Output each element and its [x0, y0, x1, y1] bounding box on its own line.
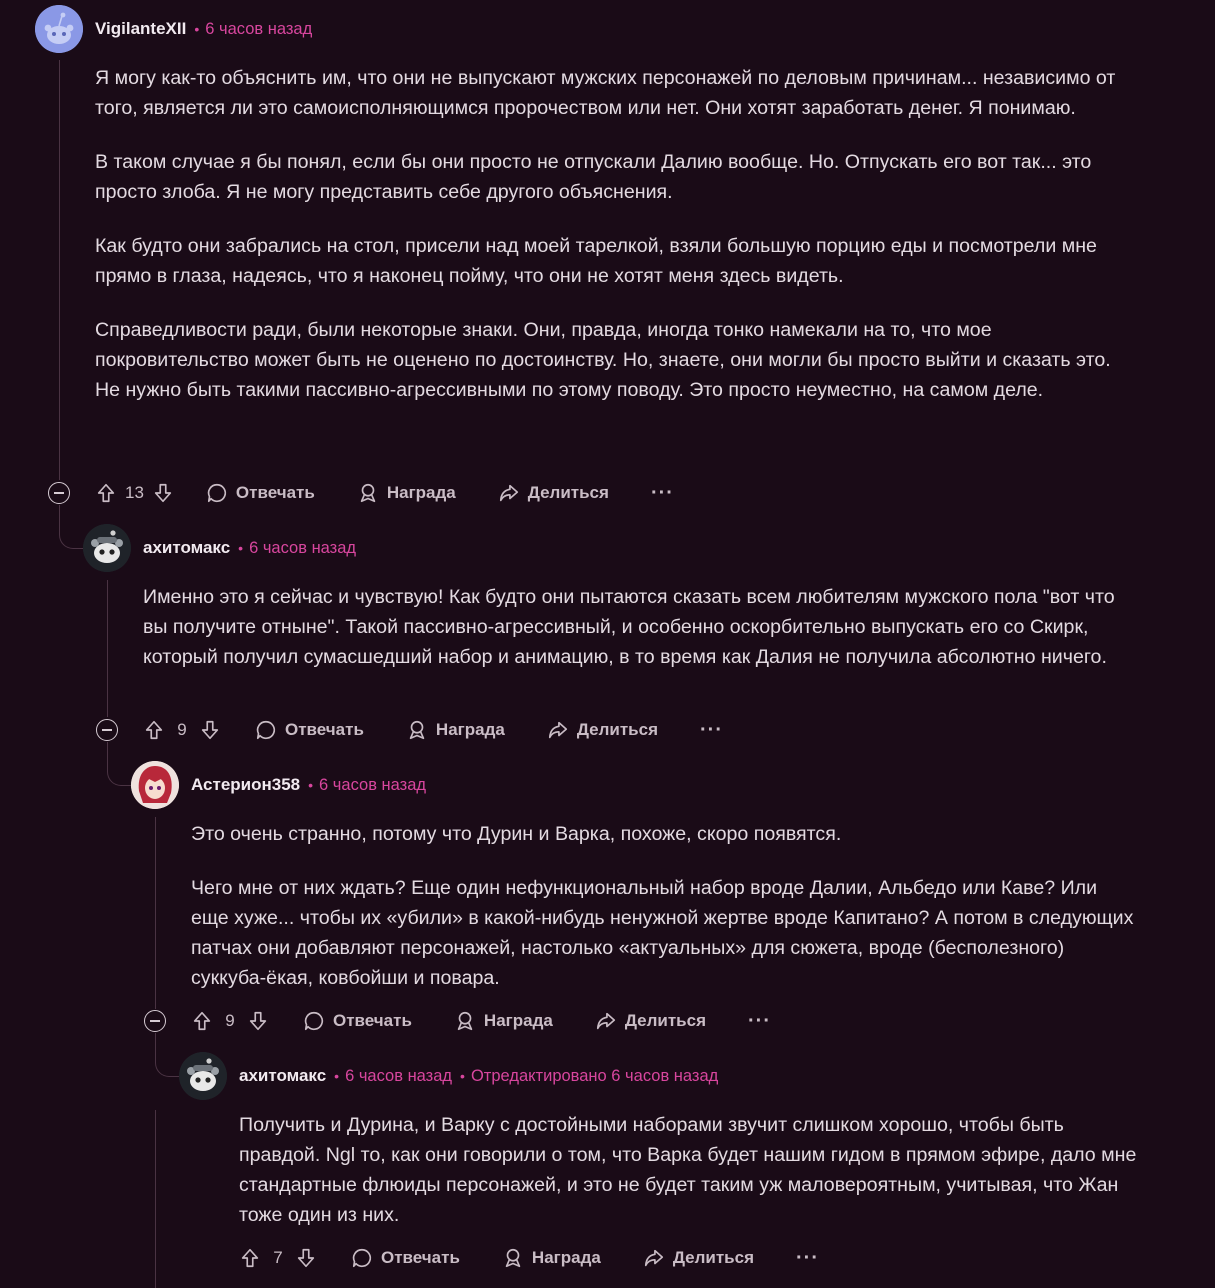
award-icon [454, 1010, 476, 1032]
award-label: Награда [435, 720, 505, 739]
timestamp[interactable]: 6 часов назад [249, 538, 357, 557]
award-button[interactable] [502, 1247, 601, 1269]
vote-score: 9 [177, 720, 187, 739]
comment-paragraph: Именно это я сейчас и чувствую! Как будто они пытаются сказать всем любителям мужского пола "вот что вы получите отныне". Такой пассивно-агрессивный, и особенно оскорбительно выпускать его со Скирк, который получил сумасшедший набор и анимацию, в то время как Далия не получила абсолютно ничего. [143, 586, 1115, 668]
vote-score: 7 [273, 1248, 283, 1267]
more-options-button[interactable]: ··· [748, 1009, 771, 1032]
thread-branch [155, 1033, 179, 1077]
share-button[interactable] [595, 1010, 706, 1032]
vote-controls [143, 719, 221, 741]
thread-branch [107, 742, 131, 786]
username[interactable]: VigilanteXII [95, 19, 187, 38]
share-label: Делиться [624, 1011, 707, 1030]
vote-score: 13 [125, 483, 144, 502]
comment-header [179, 1052, 718, 1100]
comment-actions [95, 476, 674, 510]
snoo-avatar-icon [179, 1052, 227, 1100]
award-icon [406, 719, 428, 741]
edited-label: Отредактировано 6 часов назад [470, 1066, 719, 1085]
separator-dot: • [308, 777, 314, 793]
thread-rail[interactable] [155, 817, 156, 1009]
vote-controls [239, 1247, 317, 1269]
comment-header [131, 761, 426, 809]
downvote-icon[interactable] [295, 1247, 317, 1269]
comment-body [191, 819, 1136, 993]
award-label: Награда [386, 483, 456, 502]
downvote-icon[interactable] [152, 482, 174, 504]
thread-rail[interactable] [59, 60, 60, 480]
comment-bubble-icon [351, 1247, 373, 1269]
separator-dot: • [238, 540, 244, 556]
downvote-icon[interactable] [199, 719, 221, 741]
comment-actions [191, 1004, 771, 1038]
thread-rail[interactable] [155, 1110, 156, 1288]
avatar[interactable] [83, 524, 131, 572]
more-options-button[interactable]: ··· [650, 481, 674, 504]
collapse-thread-button[interactable] [48, 482, 70, 504]
snoo-avatar-icon [83, 524, 131, 572]
username[interactable]: ахитомакс [239, 1066, 327, 1085]
thread-rail[interactable] [107, 580, 108, 717]
reply-button[interactable] [206, 482, 315, 504]
separator-dot: • [334, 1068, 340, 1084]
vote-controls [95, 482, 174, 504]
collapse-thread-button[interactable] [144, 1010, 166, 1032]
more-options-button[interactable]: ··· [796, 1246, 819, 1269]
separator-dot: • [460, 1068, 465, 1084]
timestamp[interactable]: 6 часов назад [205, 19, 313, 38]
comment-header [83, 524, 356, 572]
reply-label: Отвечать [235, 483, 315, 502]
award-label: Награда [483, 1011, 553, 1030]
anime-avatar-icon [131, 761, 179, 809]
username[interactable]: ахитомакс [143, 538, 231, 557]
share-icon [643, 1247, 665, 1269]
award-icon [502, 1247, 524, 1269]
timestamp[interactable]: 6 часов назад [345, 1066, 453, 1085]
award-label: Награда [531, 1248, 601, 1267]
avatar[interactable] [35, 5, 83, 53]
upvote-icon[interactable] [95, 482, 117, 504]
reply-button[interactable] [351, 1247, 460, 1269]
downvote-icon[interactable] [247, 1010, 269, 1032]
avatar[interactable] [131, 761, 179, 809]
upvote-icon[interactable] [191, 1010, 213, 1032]
share-button[interactable] [547, 719, 658, 741]
vote-score: 9 [225, 1011, 235, 1030]
upvote-icon[interactable] [143, 719, 165, 741]
upvote-icon[interactable] [239, 1247, 261, 1269]
separator-dot: • [194, 21, 200, 37]
share-label: Делиться [527, 483, 609, 502]
reply-button[interactable] [303, 1010, 412, 1032]
comment-bubble-icon [303, 1010, 325, 1032]
comment-bubble-icon [255, 719, 277, 741]
award-icon [357, 482, 379, 504]
share-button[interactable] [643, 1247, 754, 1269]
comment-paragraph: Я могу как-то объяснить им, что они не выпускают мужских персонажей по деловым причинам... независимо от того, является ли это самоисполняющимся пророчеством или нет. Они хотят заработать денег. Я понимаю. [95, 67, 1116, 119]
comment-body [239, 1110, 1139, 1230]
reply-button[interactable] [255, 719, 364, 741]
comment-bubble-icon [206, 482, 228, 504]
share-icon [498, 482, 520, 504]
collapse-thread-button[interactable] [96, 719, 118, 741]
comment-body [143, 582, 1133, 672]
thread-branch [59, 505, 83, 549]
username[interactable]: Астерион358 [191, 775, 301, 794]
reply-label: Отвечать [285, 720, 364, 739]
award-button[interactable] [454, 1010, 553, 1032]
award-button[interactable] [406, 719, 505, 741]
share-icon [547, 719, 569, 741]
comment-actions [239, 1241, 819, 1275]
comment-header [35, 5, 312, 53]
comment-paragraph: Справедливости ради, были некоторые знаки. Они, правда, иногда тонко намекали на то, что мое покровительство может быть не оценено по достоинству. Но, знаете, они могли бы просто выйти и сказать это. Не нужно быть такими пассивно-агрессивными по этому поводу. Это просто неуместно, на самом деле. [95, 319, 1111, 401]
comment-paragraph: Это очень странно, потому что Дурин и Варка, похоже, скоро появятся. [191, 823, 842, 845]
share-label: Делиться [672, 1248, 755, 1267]
comment-actions [143, 713, 723, 747]
reply-label: Отвечать [333, 1011, 412, 1030]
award-button[interactable] [357, 482, 456, 504]
timestamp[interactable]: 6 часов назад [319, 775, 427, 794]
reply-label: Отвечать [381, 1248, 460, 1267]
comment-body [95, 63, 1135, 405]
more-options-button[interactable]: ··· [700, 718, 723, 741]
share-button[interactable] [498, 482, 609, 504]
snoo-avatar-icon [35, 5, 83, 53]
comment-paragraph: Чего мне от них ждать? Еще один нефункциональный набор вроде Далии, Альбедо или Каве? Или еще хуже... чтобы их «убили» в какой-нибудь ненужной жертве вроде Капитано? А потом в следующих патчах они добавляют персонажей, настолько «актуальных» для сюжета, вроде (бесполезного) суккуба-ёкая, ковбойши и повара. [191, 877, 1134, 989]
comment-paragraph: В таком случае я бы понял, если бы они просто не отпускали Далию вообще. Но. Отпускать его вот так... это просто злоба. Я не могу представить себе другого объяснения. [95, 151, 1092, 203]
avatar[interactable] [179, 1052, 227, 1100]
share-icon [595, 1010, 617, 1032]
share-label: Делиться [576, 720, 659, 739]
comment-paragraph: Как будто они забрались на стол, присели над моей тарелкой, взяли большую порцию еды и посмотрели мне прямо в глаза, надеясь, что я наконец пойму, что они не хотят меня здесь видеть. [95, 235, 1097, 287]
comment-paragraph: Получить и Дурина, и Варку с достойными наборами звучит слишком хорошо, чтобы быть правдой. Ngl то, как они говорили о том, что Варка будет нашим гидом в прямом эфире, дало мне стандартные флюиды персонажей, и это не будет таким уж маловероятным, учитывая, что Жан тоже один из них. [239, 1114, 1137, 1226]
vote-controls [191, 1010, 269, 1032]
